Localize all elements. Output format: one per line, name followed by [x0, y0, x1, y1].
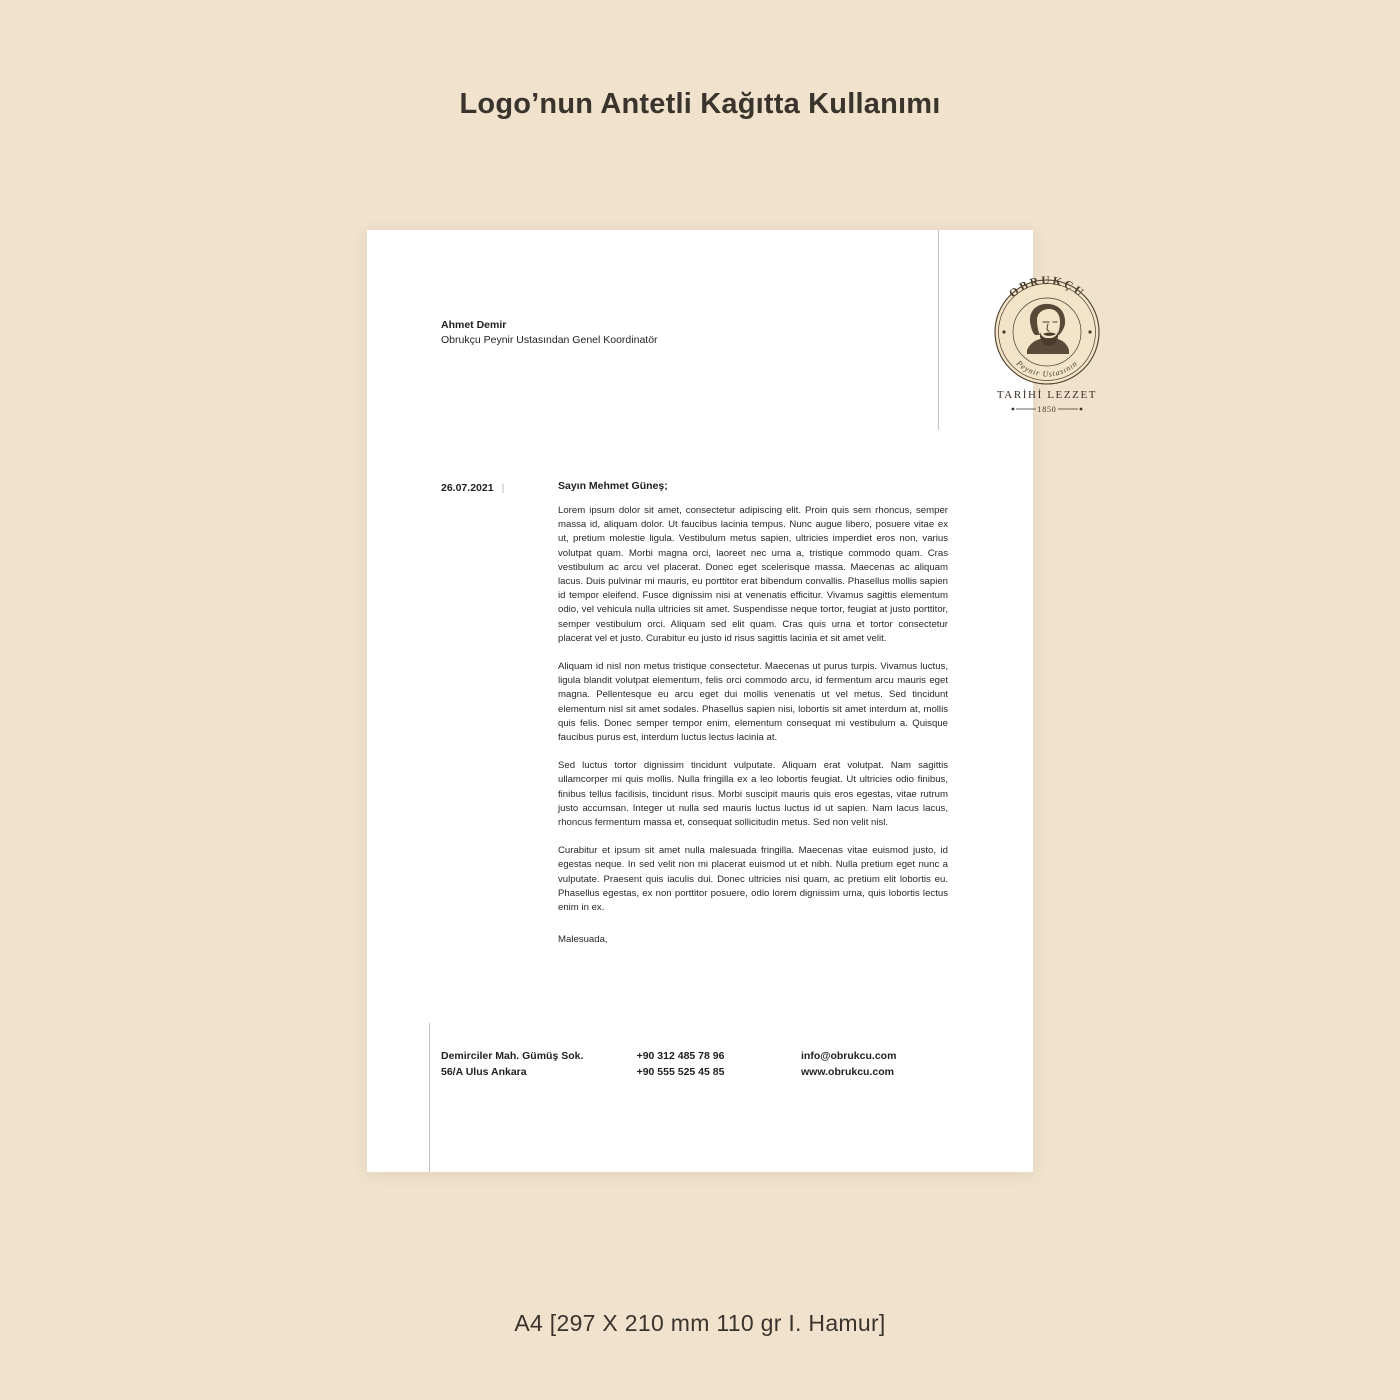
letter-date-divider: | — [501, 482, 505, 494]
paper-spec-caption: A4 [297 X 210 mm 110 gr I. Hamur] — [514, 1310, 886, 1336]
obrukcu-logo — [972, 270, 1122, 420]
contact-email: info@obrukcu.com — [801, 1050, 897, 1062]
letter-paragraph: Sed luctus tortor dignissim tincidunt vulputate. Aliquam erat volutpat. Nam sagittis ullamcorper mi quis mollis. Nulla fringilla ex a leo lobortis feugiat. Ut ultricies odio finibus, finibus tellus facilisis, tincidunt risus. Morbi suscipit mauris quis eros egestas, vitae rutrum justo accumsan. Integer ut nulla sed mauris luctus luctus id ut sapien. Nam lacus lacus, rhoncus fermentum massa et, consequat sollicitudin metus. Sed non velit nisl. — [558, 760, 948, 829]
vertical-rule-top — [938, 230, 939, 430]
logo-brand-text: OBRUKÇU — [1007, 274, 1087, 301]
sender-name: Ahmet Demir — [441, 319, 507, 331]
letter-body — [558, 480, 948, 947]
logo-tagline: TARİHİ LEZZET — [996, 389, 1098, 401]
letter-paragraph: Lorem ipsum dolor sit amet, consectetur adipiscing elit. Proin quis sem rhoncus, semper massa id, aliquam dolor. Ut faucibus lacinia tempus. Nunc augue libero, posuere vitae ex ut, pretium molestie ligula. Vestibulum metus sapien, ultricies imperdiet eros non, varius volutpat quam. Morbi magna orci, laoreet nec urna a, tristique commodo quam. Cras vestibulum ac arcu vel placerat. Donec eget scelerisque massa. Maecenas ac aliquam lacus. Duis pulvinar mi mauris, eu porttitor erat bibendum convallis. Phasellus mollis sapien id tempor eleifend. Fusce dignissim nisi at venenatis efficitur. Vivamus sagittis elementum odio, vel vehicula nulla ultricies sit amet. Suspendisse neque tortor, feugiat at justo porttitor, semper vestibulum orci. Aliquam sed elit quam. Cras quis urna et tortor consectetur placerat vel et justo. Curabitur eu justo id risus sagittis lacinia et sit amet velit. — [558, 505, 948, 644]
letter-paragraph: Curabitur et ipsum sit amet nulla malesuada fringilla. Maecenas vitae euismod justo, id egestas neque. In sed velit non mi placerat euismod ut et nibh. Nulla pretium eget nunc a vulputate. Praesent quis iaculis dui. Donec ultricies nisi quam, ac pretium elit lobortis eu. Phasellus egestas, ex non porttitor posuere, odio lorem dignissim urna, quis lobortis lectus enim in ex. — [558, 845, 948, 914]
contact-footer — [441, 1048, 961, 1080]
contact-phone-2: +90 555 525 45 85 — [636, 1066, 725, 1078]
letter-salutation: Sayın Mehmet Güneş; — [558, 480, 668, 492]
letter-date — [441, 482, 504, 494]
contact-web — [801, 1048, 961, 1080]
logo-star-right — [1088, 330, 1091, 333]
vertical-rule-bottom — [429, 1023, 430, 1172]
contact-website: www.obrukcu.com — [801, 1066, 894, 1078]
letter-paragraph: Aliquam id nisl non metus tristique consectetur. Maecenas ut purus turpis. Vivamus luctus, ligula blandit volutpat elementum, felis orci commodo arcu, id fermentum arcu mauris eget magna. Pellentesque eu arcu eget dui mollis venenatis ut vel metus. Sed tincidunt elementum nisl sit amet sodales. Phasellus sapien nisi, lobortis sit amet interdum at, mollis quis felis. Donec semper tempor enim, elementum consequat mi vestibulum a. Quisque faucibus purus est, interdum luctus lectus lacinia at. — [558, 661, 948, 744]
contact-address-line1: Demirciler Mah. Gümüş Sok. — [441, 1050, 584, 1062]
letter-date-value: 26.07.2021 — [441, 482, 494, 494]
sender-role: Obrukçu Peynir Ustasından Genel Koordinatör — [441, 334, 658, 346]
logo-svg — [972, 270, 1122, 420]
page-title: Logo’nun Antetli Kağıtta Kullanımı — [459, 88, 941, 120]
logo-arc-subtext: Peynir Ustasının — [1014, 358, 1080, 379]
contact-phones — [637, 1048, 801, 1080]
letterhead-sheet — [367, 230, 1098, 1172]
logo-star-left — [1002, 330, 1005, 333]
letter-closing: Malesuada, — [558, 934, 608, 946]
logo-year: 1850 — [1037, 405, 1057, 414]
contact-phone-1: +90 312 485 78 96 — [636, 1050, 725, 1062]
contact-address — [441, 1048, 637, 1080]
contact-address-line2: 56/A Ulus Ankara — [441, 1066, 527, 1078]
sender-block — [441, 318, 741, 348]
